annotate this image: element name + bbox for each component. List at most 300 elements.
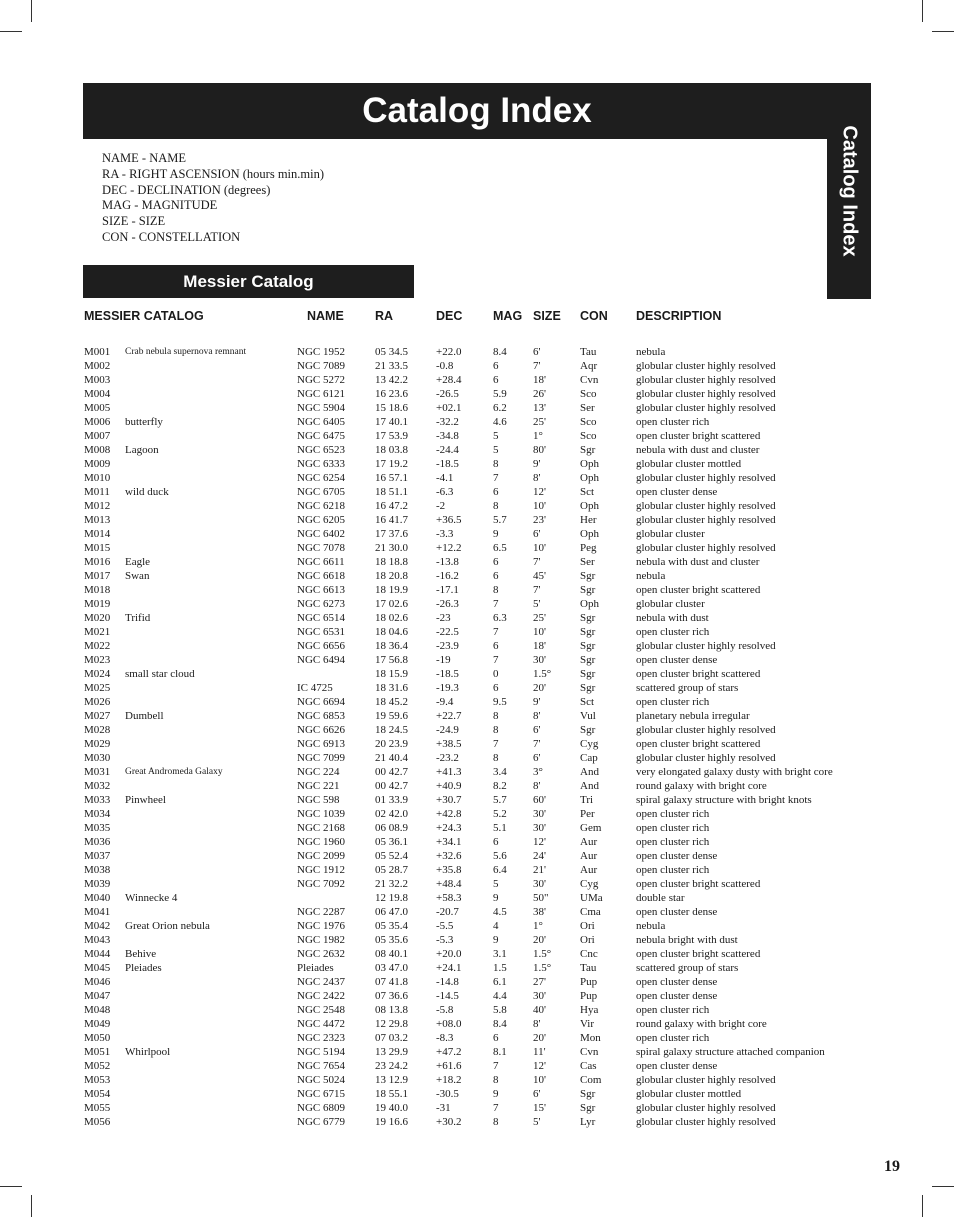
cell-ra: 05 52.4 [375, 850, 408, 862]
cell-size: 12' [533, 486, 546, 498]
cell-dec: +30.7 [436, 794, 462, 806]
cell-ra: 17 56.8 [375, 654, 408, 666]
table-row [0, 1073, 954, 1087]
cell-ra: 18 03.8 [375, 444, 408, 456]
cell-description: globular cluster highly resolved [636, 1102, 776, 1114]
cell-dec: +48.4 [436, 878, 462, 890]
cell-size: 45' [533, 570, 546, 582]
cell-mag: 4.4 [493, 990, 507, 1002]
cell-mag: 9 [493, 934, 499, 946]
cell-description: globular cluster highly resolved [636, 472, 776, 484]
cell-ra: 17 02.6 [375, 598, 408, 610]
cell-description: globular cluster highly resolved [636, 1116, 776, 1128]
column-header-ra: RA [375, 309, 394, 323]
cell-constellation: Oph [580, 598, 599, 610]
cell-ngc-name: NGC 2099 [297, 850, 345, 862]
cell-constellation: Vir [580, 1018, 595, 1030]
cell-constellation: Cvn [580, 1046, 599, 1058]
cell-ra: 07 41.8 [375, 976, 408, 988]
column-header-description: DESCRIPTION [636, 309, 722, 323]
cell-dec: +12.2 [436, 542, 462, 554]
cell-constellation: Sgr [580, 668, 596, 680]
cell-size: 60' [533, 794, 546, 806]
cell-common-name: Behive [125, 948, 157, 960]
cell-size: 7' [533, 360, 541, 372]
cell-constellation: And [580, 780, 599, 792]
cell-size: 6' [533, 724, 541, 736]
cell-common-name: Winnecke 4 [125, 892, 178, 904]
table-row [0, 387, 954, 401]
cell-mag: 8 [493, 724, 499, 736]
cell-size: 20' [533, 934, 546, 946]
table-row [0, 1115, 954, 1129]
column-header-size: SIZE [533, 309, 561, 323]
cell-dec: -32.2 [436, 416, 459, 428]
cell-mag: 1.5 [493, 962, 507, 974]
cell-object-id: M046 [84, 976, 111, 988]
cell-size: 50" [533, 892, 549, 904]
cell-description: double star [636, 892, 685, 904]
table-row [0, 793, 954, 807]
cell-mag: 6.5 [493, 542, 507, 554]
side-tab [827, 83, 871, 299]
cell-object-id: M050 [84, 1032, 111, 1044]
cell-dec: +28.4 [436, 374, 462, 386]
cell-constellation: Vul [580, 710, 596, 722]
cell-size: 6' [533, 346, 541, 358]
cell-description: planetary nebula irregular [636, 710, 750, 722]
cell-mag: 6.1 [493, 976, 507, 988]
cell-size: 12' [533, 836, 546, 848]
cell-constellation: Sgr [580, 1088, 596, 1100]
table-row [0, 429, 954, 443]
cell-mag: 8.2 [493, 780, 507, 792]
cell-ngc-name: NGC 2437 [297, 976, 345, 988]
cell-ngc-name: NGC 6475 [297, 430, 345, 442]
cell-dec: -26.3 [436, 598, 459, 610]
cell-size: 6' [533, 1088, 541, 1100]
cell-constellation: Cnc [580, 948, 598, 960]
cell-object-id: M015 [84, 542, 111, 554]
cell-description: open cluster rich [636, 1032, 710, 1044]
cell-object-id: M001 [84, 346, 111, 358]
cell-dec: -18.5 [436, 458, 459, 470]
crop-mark [922, 0, 923, 22]
cell-object-id: M013 [84, 514, 111, 526]
cell-common-name: Pinwheel [125, 794, 166, 806]
cell-size: 1.5° [533, 962, 552, 974]
cell-constellation: Cas [580, 1060, 597, 1072]
cell-description: open cluster rich [636, 864, 710, 876]
cell-mag: 8 [493, 500, 499, 512]
cell-size: 15' [533, 1102, 546, 1114]
cell-size: 38' [533, 906, 546, 918]
cell-mag: 6 [493, 556, 499, 568]
messier-table [0, 345, 954, 1129]
cell-dec: -3.3 [436, 528, 454, 540]
cell-ra: 18 51.1 [375, 486, 408, 498]
cell-constellation: Hya [580, 1004, 599, 1016]
legend-item: SIZE - SIZE [102, 214, 166, 229]
cell-size: 30' [533, 990, 546, 1002]
cell-object-id: M039 [84, 878, 111, 890]
cell-object-id: M038 [84, 864, 111, 876]
cell-object-id: M020 [84, 612, 111, 624]
cell-size: 23' [533, 514, 546, 526]
cell-ra: 17 37.6 [375, 528, 408, 540]
cell-ngc-name: NGC 6705 [297, 486, 345, 498]
cell-dec: -16.2 [436, 570, 459, 582]
cell-constellation: Mon [580, 1032, 601, 1044]
column-header-catalog: MESSIER CATALOG [84, 309, 204, 323]
cell-ngc-name: NGC 6853 [297, 710, 345, 722]
table-row [0, 457, 954, 471]
cell-ngc-name: NGC 7092 [297, 878, 345, 890]
cell-ngc-name: NGC 6405 [297, 416, 345, 428]
cell-constellation: Oph [580, 472, 599, 484]
cell-object-id: M005 [84, 402, 111, 414]
cell-description: spiral galaxy structure attached companion [636, 1046, 825, 1058]
cell-mag: 8 [493, 458, 499, 470]
side-tab-label: Catalog Index [838, 125, 861, 257]
cell-ngc-name: NGC 6694 [297, 696, 345, 708]
cell-ngc-name: NGC 6402 [297, 528, 345, 540]
cell-ngc-name: NGC 5272 [297, 374, 345, 386]
cell-ra: 23 24.2 [375, 1060, 408, 1072]
cell-description: open cluster rich [636, 836, 710, 848]
cell-ngc-name: NGC 221 [297, 780, 340, 792]
cell-size: 21' [533, 864, 546, 876]
cell-dec: -26.5 [436, 388, 459, 400]
cell-ra: 06 08.9 [375, 822, 408, 834]
cell-ngc-name: NGC 1039 [297, 808, 345, 820]
table-row [0, 905, 954, 919]
cell-description: globular cluster highly resolved [636, 640, 776, 652]
cell-description: nebula bright with dust [636, 934, 738, 946]
cell-dec: -23 [436, 612, 451, 624]
cell-ra: 03 47.0 [375, 962, 408, 974]
cell-object-id: M037 [84, 850, 111, 862]
column-header-con: CON [580, 309, 608, 323]
cell-ngc-name: NGC 6254 [297, 472, 345, 484]
cell-mag: 6 [493, 374, 499, 386]
cell-size: 5' [533, 598, 541, 610]
cell-description: open cluster bright scattered [636, 668, 761, 680]
table-row [0, 821, 954, 835]
table-row [0, 485, 954, 499]
cell-size: 24' [533, 850, 546, 862]
cell-dec: -18.5 [436, 668, 459, 680]
cell-constellation: Tau [580, 346, 597, 358]
cell-ra: 18 24.5 [375, 724, 408, 736]
cell-common-name: Swan [125, 570, 150, 582]
cell-common-name: small star cloud [125, 668, 195, 680]
cell-description: open cluster bright scattered [636, 584, 761, 596]
cell-constellation: Her [580, 514, 597, 526]
cell-ngc-name: NGC 1952 [297, 346, 345, 358]
column-header-mag: MAG [493, 309, 523, 323]
cell-description: globular cluster mottled [636, 458, 742, 470]
cell-mag: 7 [493, 738, 499, 750]
cell-mag: 8 [493, 710, 499, 722]
cell-object-id: M010 [84, 472, 111, 484]
cell-object-id: M034 [84, 808, 111, 820]
cell-constellation: Sgr [580, 626, 596, 638]
cell-ra: 01 33.9 [375, 794, 408, 806]
cell-mag: 8 [493, 1074, 499, 1086]
cell-object-id: M053 [84, 1074, 111, 1086]
cell-object-id: M025 [84, 682, 111, 694]
cell-description: open cluster rich [636, 808, 710, 820]
cell-common-name: Pleiades [125, 962, 162, 974]
cell-ngc-name: NGC 7078 [297, 542, 345, 554]
cell-size: 11' [533, 1046, 546, 1058]
cell-size: 10' [533, 1074, 546, 1086]
table-row [0, 947, 954, 961]
cell-mag: 5.6 [493, 850, 507, 862]
cell-ngc-name: NGC 6514 [297, 612, 345, 624]
table-row [0, 877, 954, 891]
legend [102, 151, 324, 246]
cell-size: 8' [533, 780, 541, 792]
cell-constellation: Com [580, 1074, 602, 1086]
cell-constellation: Per [580, 808, 595, 820]
cell-size: 40' [533, 1004, 546, 1016]
cell-constellation: Sct [580, 696, 595, 708]
cell-description: nebula [636, 570, 666, 582]
cell-ngc-name: NGC 6121 [297, 388, 345, 400]
cell-ngc-name: NGC 224 [297, 766, 340, 778]
cell-ra: 15 18.6 [375, 402, 408, 414]
cell-mag: 4.6 [493, 416, 507, 428]
cell-ra: 18 18.8 [375, 556, 408, 568]
cell-description: open cluster dense [636, 850, 718, 862]
cell-ngc-name: NGC 2168 [297, 822, 345, 834]
cell-description: nebula with dust [636, 612, 709, 624]
cell-ra: 21 32.2 [375, 878, 408, 890]
cell-size: 9' [533, 696, 541, 708]
cell-size: 8' [533, 472, 541, 484]
table-row [0, 723, 954, 737]
cell-size: 1° [533, 920, 543, 932]
cell-constellation: Gem [580, 822, 602, 834]
table-row [0, 555, 954, 569]
table-row [0, 1045, 954, 1059]
cell-description: globular cluster highly resolved [636, 752, 776, 764]
cell-constellation: Sgr [580, 1102, 596, 1114]
cell-object-id: M031 [84, 766, 111, 778]
cell-mag: 5.9 [493, 388, 507, 400]
cell-object-id: M003 [84, 374, 111, 386]
cell-ra: 12 19.8 [375, 892, 408, 904]
cell-common-name: Lagoon [125, 444, 159, 456]
cell-description: globular cluster mottled [636, 1088, 742, 1100]
cell-dec: +22.7 [436, 710, 462, 722]
cell-ra: 16 41.7 [375, 514, 408, 526]
cell-description: open cluster bright scattered [636, 738, 761, 750]
cell-ngc-name: NGC 6809 [297, 1102, 345, 1114]
cell-dec: -30.5 [436, 1088, 459, 1100]
cell-constellation: Aur [580, 836, 598, 848]
cell-constellation: Sct [580, 486, 595, 498]
cell-mag: 6.3 [493, 612, 507, 624]
table-row [0, 569, 954, 583]
crop-mark [922, 1195, 923, 1217]
crop-mark [31, 1195, 32, 1217]
cell-ngc-name: NGC 4472 [297, 1018, 345, 1030]
cell-constellation: Aqr [580, 360, 598, 372]
page-number: 19 [884, 1158, 900, 1175]
cell-ra: 19 59.6 [375, 710, 408, 722]
cell-dec: -23.9 [436, 640, 459, 652]
table-row [0, 891, 954, 905]
cell-object-id: M035 [84, 822, 111, 834]
cell-ngc-name: NGC 6494 [297, 654, 345, 666]
table-row [0, 1031, 954, 1045]
cell-mag: 5 [493, 878, 499, 890]
cell-dec: +41.3 [436, 766, 462, 778]
cell-mag: 3.4 [493, 766, 507, 778]
cell-mag: 5 [493, 430, 499, 442]
cell-dec: -22.5 [436, 626, 459, 638]
cell-constellation: Aur [580, 850, 598, 862]
cell-ngc-name: NGC 6618 [297, 570, 345, 582]
cell-common-name: Trifid [125, 612, 151, 624]
table-row [0, 765, 954, 779]
cell-mag: 5.2 [493, 808, 507, 820]
cell-dec: -5.3 [436, 934, 454, 946]
cell-dec: +58.3 [436, 892, 462, 904]
cell-mag: 6 [493, 640, 499, 652]
cell-description: globular cluster highly resolved [636, 388, 776, 400]
cell-dec: +20.0 [436, 948, 462, 960]
table-row [0, 639, 954, 653]
cell-mag: 9 [493, 892, 499, 904]
cell-size: 3° [533, 766, 543, 778]
table-row [0, 989, 954, 1003]
legend-item: CON - CONSTELLATION [102, 229, 241, 244]
cell-mag: 5.8 [493, 1004, 507, 1016]
cell-ra: 16 47.2 [375, 500, 408, 512]
cell-size: 13' [533, 402, 546, 414]
cell-ngc-name: NGC 6205 [297, 514, 345, 526]
cell-constellation: And [580, 766, 599, 778]
cell-description: open cluster dense [636, 976, 718, 988]
cell-description: scattered group of stars [636, 962, 739, 974]
cell-ra: 00 42.7 [375, 766, 408, 778]
cell-constellation: Aur [580, 864, 598, 876]
table-row [0, 1101, 954, 1115]
cell-ngc-name: NGC 6611 [297, 556, 345, 568]
cell-dec: +36.5 [436, 514, 462, 526]
cell-dec: -9.4 [436, 696, 454, 708]
cell-description: globular cluster highly resolved [636, 500, 776, 512]
table-row [0, 709, 954, 723]
cell-dec: -6.3 [436, 486, 454, 498]
cell-object-id: M032 [84, 780, 111, 792]
cell-ra: 06 47.0 [375, 906, 408, 918]
cell-object-id: M052 [84, 1060, 111, 1072]
cell-constellation: Peg [580, 542, 597, 554]
cell-constellation: Pup [580, 976, 598, 988]
cell-constellation: Ori [580, 934, 595, 946]
cell-object-id: M036 [84, 836, 111, 848]
cell-size: 8' [533, 1018, 541, 1030]
legend-item: DEC - DECLINATION (degrees) [102, 182, 271, 197]
crop-mark [932, 31, 954, 32]
cell-dec: -19.3 [436, 682, 459, 694]
page-title: Catalog Index [83, 83, 871, 139]
cell-mag: 6.2 [493, 402, 507, 414]
table-row [0, 751, 954, 765]
cell-ra: 16 23.6 [375, 388, 408, 400]
cell-ngc-name: NGC 1912 [297, 864, 345, 876]
cell-object-id: M043 [84, 934, 111, 946]
cell-mag: 0 [493, 668, 499, 680]
cell-dec: +38.5 [436, 738, 462, 750]
table-row [0, 345, 954, 359]
cell-constellation: Tri [580, 794, 594, 806]
cell-size: 10' [533, 626, 546, 638]
cell-dec: -17.1 [436, 584, 459, 596]
cell-mag: 8.4 [493, 346, 507, 358]
cell-ra: 18 36.4 [375, 640, 408, 652]
column-header-name: NAME [307, 309, 344, 323]
table-row [0, 667, 954, 681]
cell-constellation: Ser [580, 402, 595, 414]
cell-object-id: M004 [84, 388, 111, 400]
cell-mag: 4 [493, 920, 499, 932]
cell-dec: +08.0 [436, 1018, 462, 1030]
cell-ra: 05 34.5 [375, 346, 408, 358]
cell-ra: 05 35.6 [375, 934, 408, 946]
cell-mag: 6 [493, 570, 499, 582]
cell-constellation: Tau [580, 962, 597, 974]
cell-constellation: Cvn [580, 374, 599, 386]
table-row [0, 583, 954, 597]
cell-mag: 5.7 [493, 794, 507, 806]
cell-ra: 13 29.9 [375, 1046, 408, 1058]
cell-mag: 8 [493, 752, 499, 764]
cell-dec: +35.8 [436, 864, 462, 876]
cell-ra: 05 28.7 [375, 864, 408, 876]
table-row [0, 625, 954, 639]
table-row [0, 359, 954, 373]
cell-constellation: UMa [580, 892, 603, 904]
table-row [0, 919, 954, 933]
crop-mark [31, 0, 32, 22]
cell-dec: -13.8 [436, 556, 459, 568]
table-row [0, 597, 954, 611]
cell-object-id: M022 [84, 640, 111, 652]
cell-mag: 7 [493, 654, 499, 666]
cell-mag: 4.5 [493, 906, 507, 918]
cell-ra: 18 19.9 [375, 584, 408, 596]
cell-common-name: Dumbell [125, 710, 164, 722]
cell-description: open cluster rich [636, 626, 710, 638]
cell-ra: 08 40.1 [375, 948, 408, 960]
cell-size: 6' [533, 528, 541, 540]
cell-object-id: M021 [84, 626, 111, 638]
cell-object-id: M026 [84, 696, 111, 708]
cell-dec: +18.2 [436, 1074, 462, 1086]
cell-ngc-name: NGC 6613 [297, 584, 345, 596]
cell-description: open cluster rich [636, 416, 710, 428]
cell-description: open cluster bright scattered [636, 948, 761, 960]
cell-description: nebula with dust and cluster [636, 556, 760, 568]
cell-object-id: M024 [84, 668, 111, 680]
cell-ngc-name: NGC 7654 [297, 1060, 345, 1072]
